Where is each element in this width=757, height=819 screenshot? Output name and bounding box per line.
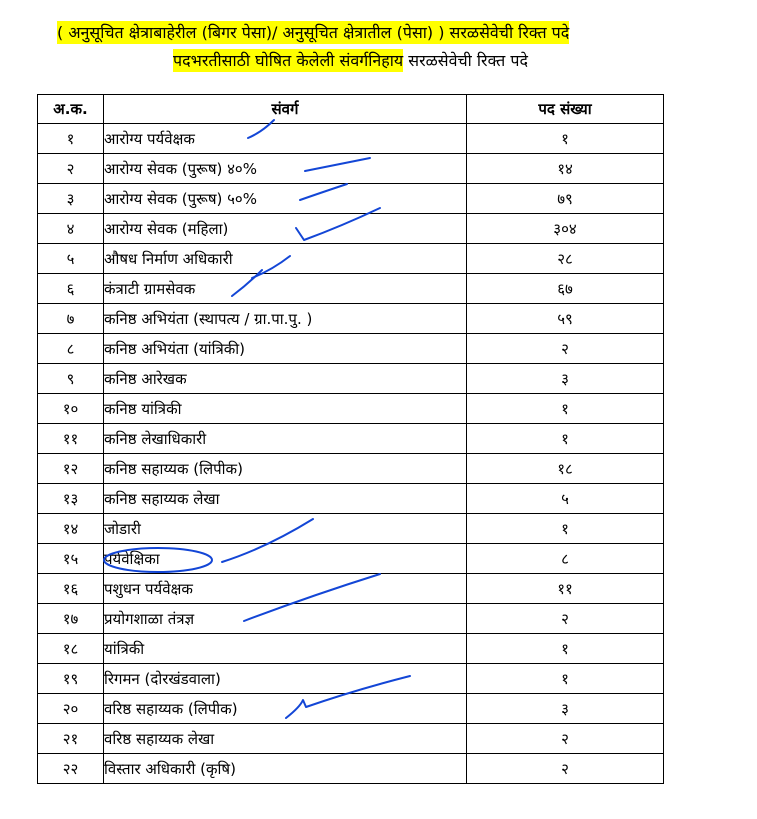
row-cadre-name: कनिष्ठ अभियंता (यांत्रिकी) [104,334,467,364]
row-cadre-name: पशुधन पर्यवेक्षक [104,574,467,604]
row-post-count: ११ [467,574,664,604]
row-serial-number: १० [38,394,104,424]
row-serial-number: १८ [38,634,104,664]
row-cadre-name: कनिष्ठ लेखाधिकारी [104,424,467,454]
row-cadre-name: आरोग्य सेवक (पुरूष) ५०% [104,184,467,214]
row-serial-number: २० [38,694,104,724]
table-body [38,124,664,784]
document-title-line-1 [57,21,569,45]
row-serial-number: ८ [38,334,104,364]
title-line-1-text: ( अनुसूचित क्षेत्राबाहेरील (बिगर पेसा)/ अनुसूचित क्षेत्रातील (पेसा) ) सरळसेवेची रिक्त पदे [57,23,570,42]
table-row [38,454,664,484]
row-cadre-name: कनिष्ठ आरेखक [104,364,467,394]
table-row [38,574,664,604]
row-serial-number: ५ [38,244,104,274]
row-post-count: १ [467,514,664,544]
table-row [38,154,664,184]
row-serial-number: १६ [38,574,104,604]
table-row [38,184,664,214]
row-post-count: १४ [467,154,664,184]
row-serial-number: १ [38,124,104,154]
title-line-2-rest: सरळसेवेची रिक्त पदे [403,51,528,70]
row-cadre-name: रिगमन (दोरखंडवाला) [104,664,467,694]
table-row [38,604,664,634]
row-cadre-name: वरिष्ठ सहाय्यक लेखा [104,724,467,754]
row-cadre-name: कनिष्ठ सहाय्यक लेखा [104,484,467,514]
row-cadre-name: औषध निर्माण अधिकारी [104,244,467,274]
row-post-count: १ [467,424,664,454]
row-cadre-name: पर्यवेक्षिका [104,544,467,574]
table-row [38,244,664,274]
row-serial-number: ६ [38,274,104,304]
table-row [38,394,664,424]
row-post-count: २ [467,334,664,364]
row-serial-number: १३ [38,484,104,514]
row-serial-number: ३ [38,184,104,214]
row-post-count: ५९ [467,304,664,334]
row-cadre-name: वरिष्ठ सहाय्यक (लिपीक) [104,694,467,724]
row-cadre-name: कनिष्ठ सहाय्यक (लिपीक) [104,454,467,484]
row-cadre-name: आरोग्य पर्यवेक्षक [104,124,467,154]
table-row [38,514,664,544]
table-row [38,334,664,364]
table-row [38,694,664,724]
row-serial-number: २२ [38,754,104,784]
row-serial-number: ११ [38,424,104,454]
row-post-count: ६७ [467,274,664,304]
row-post-count: २८ [467,244,664,274]
table-row [38,544,664,574]
table-row [38,424,664,454]
row-post-count: २ [467,754,664,784]
row-serial-number: १२ [38,454,104,484]
header-serial-number: अ.क. [38,95,104,124]
row-cadre-name: आरोग्य सेवक (महिला) [104,214,467,244]
row-post-count: २ [467,724,664,754]
row-post-count: १८ [467,454,664,484]
row-cadre-name: विस्तार अधिकारी (कृषि) [104,754,467,784]
vacancy-table [37,94,664,784]
row-serial-number: २ [38,154,104,184]
row-post-count: १ [467,664,664,694]
header-cadre: संवर्ग [104,95,467,124]
row-cadre-name: कनिष्ठ अभियंता (स्थापत्य / ग्रा.पा.पु. ) [104,304,467,334]
row-cadre-name: कनिष्ठ यांत्रिकी [104,394,467,424]
table-row [38,124,664,154]
row-post-count: १ [467,124,664,154]
table-row [38,634,664,664]
row-post-count: ३ [467,364,664,394]
document-title-line-2 [173,49,528,73]
row-serial-number: १४ [38,514,104,544]
row-post-count: ३ [467,694,664,724]
table-row [38,274,664,304]
row-post-count: ७९ [467,184,664,214]
row-cadre-name: जोडारी [104,514,467,544]
row-serial-number: २१ [38,724,104,754]
row-post-count: २ [467,604,664,634]
title-line-2-highlight: पदभरतीसाठी घोषित केलेली संवर्गनिहाय [173,51,404,70]
row-serial-number: ९ [38,364,104,394]
table-row [38,214,664,244]
row-post-count: ५ [467,484,664,514]
row-post-count: ३०४ [467,214,664,244]
table-row [38,484,664,514]
table-row [38,304,664,334]
row-cadre-name: प्रयोगशाळा तंत्रज्ञ [104,604,467,634]
row-cadre-name: आरोग्य सेवक (पुरूष) ४०% [104,154,467,184]
row-serial-number: ४ [38,214,104,244]
table-row [38,364,664,394]
table-header-row [38,95,664,124]
row-serial-number: १९ [38,664,104,694]
row-post-count: १ [467,634,664,664]
table-row [38,754,664,784]
row-post-count: १ [467,394,664,424]
row-serial-number: १७ [38,604,104,634]
row-cadre-name: कंत्राटी ग्रामसेवक [104,274,467,304]
table-row [38,664,664,694]
row-cadre-name: यांत्रिकी [104,634,467,664]
header-post-count: पद संख्या [467,95,664,124]
table-row [38,724,664,754]
row-serial-number: ७ [38,304,104,334]
row-post-count: ८ [467,544,664,574]
row-serial-number: १५ [38,544,104,574]
